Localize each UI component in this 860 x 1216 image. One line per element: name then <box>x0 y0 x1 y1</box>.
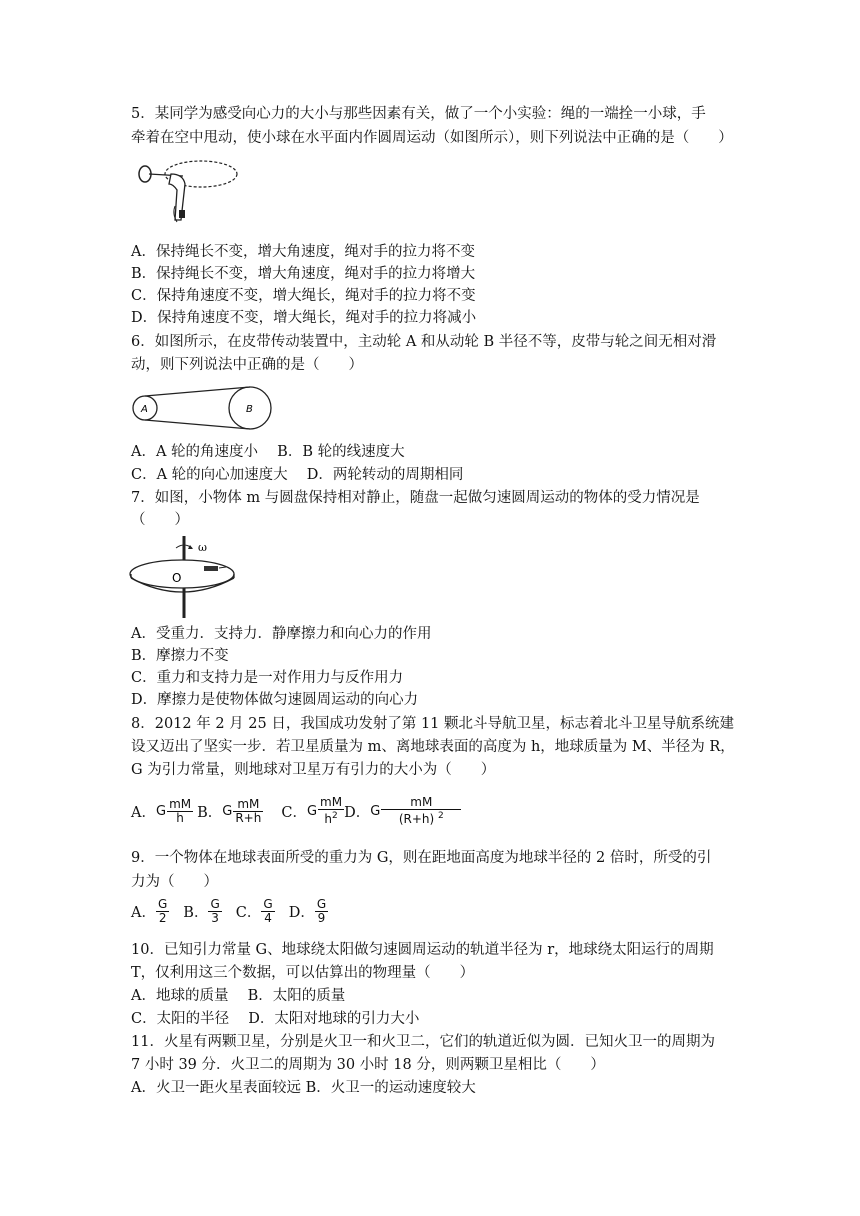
q6-stem-line2: 动，则下列说法中正确的是（ ） <box>131 357 363 373</box>
q8-stem-line2: 设又迈出了坚实一步．若卫星质量为 m、离地球表面的高度为 h，地球质量为 M、半径为 R， <box>131 739 735 755</box>
q8-option-d-g: G <box>370 803 381 819</box>
q10-stem-line1: 10．已知引力常量 G、地球绕太阳做匀速圆周运动的轨道半径为 r，地球绕太阳运行的周期 <box>131 942 714 958</box>
q9-a-numerator: G <box>157 897 168 911</box>
q8-d-exponent: 2 <box>438 811 444 821</box>
q8-d-denominator: (R+h) <box>398 812 435 826</box>
q8-option-b-g: G <box>222 803 233 819</box>
q8-option-b-letter: B． <box>197 804 223 821</box>
omega-label: ω <box>198 541 207 554</box>
q5-stem-line2: 牵着在空中甩动，使小球在水平面内作圆周运动（如图所示），则下列说法中正确的是（ ） <box>131 130 733 146</box>
q7-option-b: B．摩擦力不变 <box>131 648 229 664</box>
q5-option-b: B．保持绳长不变，增大角速度，绳对手的拉力将增大 <box>131 266 476 282</box>
q7-option-d: D．摩擦力是使物体做匀速圆周运动的向心力 <box>131 692 419 708</box>
q9-stem-line2: 力为（ ） <box>131 874 218 890</box>
q7-rotating-disc-figure <box>128 536 238 620</box>
q8-option-c-g: G <box>306 803 318 819</box>
q6-options-row2: C．A 轮的向心加速度大 D．两轮转动的周期相同 <box>131 467 464 483</box>
q8-c-exponent: 2 <box>331 811 338 821</box>
q8-d-numerator: mM <box>381 796 461 810</box>
pulley-b-label: B <box>246 404 253 415</box>
q10-options-row1: A．地球的质量 B．太阳的质量 <box>131 988 346 1004</box>
q10-stem-line2: T，仅利用这三个数据，可以估算出的物理量（ ） <box>131 965 475 981</box>
q8-a-denominator: h <box>176 810 184 825</box>
q8-option-a-g: G <box>155 803 167 819</box>
q8-b-denominator: R+h <box>235 810 262 825</box>
q9-stem-line1: 9．一个物体在地球表面所受的重力为 G，则在距地面高度为地球半径的 2 倍时，所受的引 <box>131 850 712 866</box>
q5-stem-line1: 5．某同学为感受向心力的大小与那些因素有关，做了一个小实验：绳的一端拴一小球，手 <box>131 106 706 122</box>
q9-option-b-letter: B． <box>183 905 209 921</box>
q9-b-numerator: G <box>210 897 220 911</box>
q8-b-numerator: mM <box>233 798 263 812</box>
q6-stem-line1: 6．如图所示，在皮带传动装置中，主动轮 A 和从动轮 B 半径不等，皮带与轮之间无相对滑 <box>131 334 717 350</box>
q9-option-a-fraction <box>156 898 169 925</box>
q9-options <box>131 898 328 925</box>
q7-option-a: A．受重力．支持力．静摩擦力和向心力的作用 <box>131 626 432 642</box>
q9-a-denominator: 2 <box>158 911 167 925</box>
q6-belt-pulley-figure <box>128 386 276 434</box>
q8-stem-line1: 8．2012 年 2 月 25 日，我国成功发射了第 11 颗北斗导航卫星，标志着北斗卫星导航系统建 <box>131 716 735 732</box>
q5-option-d: D．保持角速度不变，增大绳长，绳对手的拉力将减小 <box>131 310 477 326</box>
q8-option-d-letter: D． <box>344 804 371 821</box>
center-o-label: O <box>172 571 182 585</box>
q9-c-numerator: G <box>263 897 273 911</box>
q11-options-row1: A．火卫一距火星表面较远 B．火卫一的运动速度较大 <box>131 1080 476 1096</box>
q9-b-denominator: 3 <box>211 911 219 925</box>
q9-option-b-fraction <box>208 898 221 925</box>
q8-c-numerator: mM <box>320 795 343 809</box>
q5-option-c: C．保持角速度不变，增大绳长，绳对手的拉力将不变 <box>131 288 476 304</box>
q8-c-denominator: h <box>324 812 332 826</box>
q9-d-denominator: 9 <box>317 911 326 925</box>
q8-option-a-letter: A． <box>131 804 156 821</box>
q9-option-c-letter: C． <box>235 905 262 921</box>
q10-options-row2: C．太阳的半径 D．太阳对地球的引力大小 <box>131 1011 420 1027</box>
q8-option-c-fraction <box>318 796 344 826</box>
q8-a-numerator: mM <box>169 796 192 811</box>
q8-stem-line3: G 为引力常量，则地球对卫星万有引力的大小为（ ） <box>131 762 496 778</box>
q8-option-c-letter: C． <box>281 804 307 821</box>
q9-option-d-letter: D． <box>288 905 315 921</box>
q11-stem-line1: 11．火星有两颗卫星，分别是火卫一和火卫二，它们的轨道近似为圆．已知火卫一的周期为 <box>131 1034 715 1050</box>
q9-d-numerator: G <box>316 897 327 911</box>
q8-option-b-fraction <box>233 798 263 825</box>
q5-swinging-ball-figure <box>131 152 239 230</box>
q7-stem-line2: （ ） <box>131 512 189 528</box>
q6-options-row1: A．A 轮的角速度小 B．B 轮的线速度大 <box>131 444 405 460</box>
q11-stem-line2: 7 小时 39 分．火卫二的周期为 30 小时 18 分，则两颗卫星相比（ ） <box>131 1057 605 1073</box>
q9-c-denominator: 4 <box>264 911 272 925</box>
q7-option-c: C．重力和支持力是一对作用力与反作用力 <box>131 670 404 686</box>
q7-stem-line1: 7．如图，小物体 m 与圆盘保持相对静止，随盘一起做匀速圆周运动的物体的受力情况是 <box>131 490 700 506</box>
q9-option-a-letter: A． <box>131 905 156 921</box>
q8-options <box>131 796 461 826</box>
q8-option-d-fraction <box>381 796 461 826</box>
q9-option-c-fraction <box>261 898 274 925</box>
q8-option-a-fraction <box>167 798 193 825</box>
pulley-a-label: A <box>141 404 148 415</box>
q9-option-d-fraction <box>315 898 328 925</box>
q5-option-a: A．保持绳长不变，增大角速度，绳对手的拉力将不变 <box>131 244 475 260</box>
